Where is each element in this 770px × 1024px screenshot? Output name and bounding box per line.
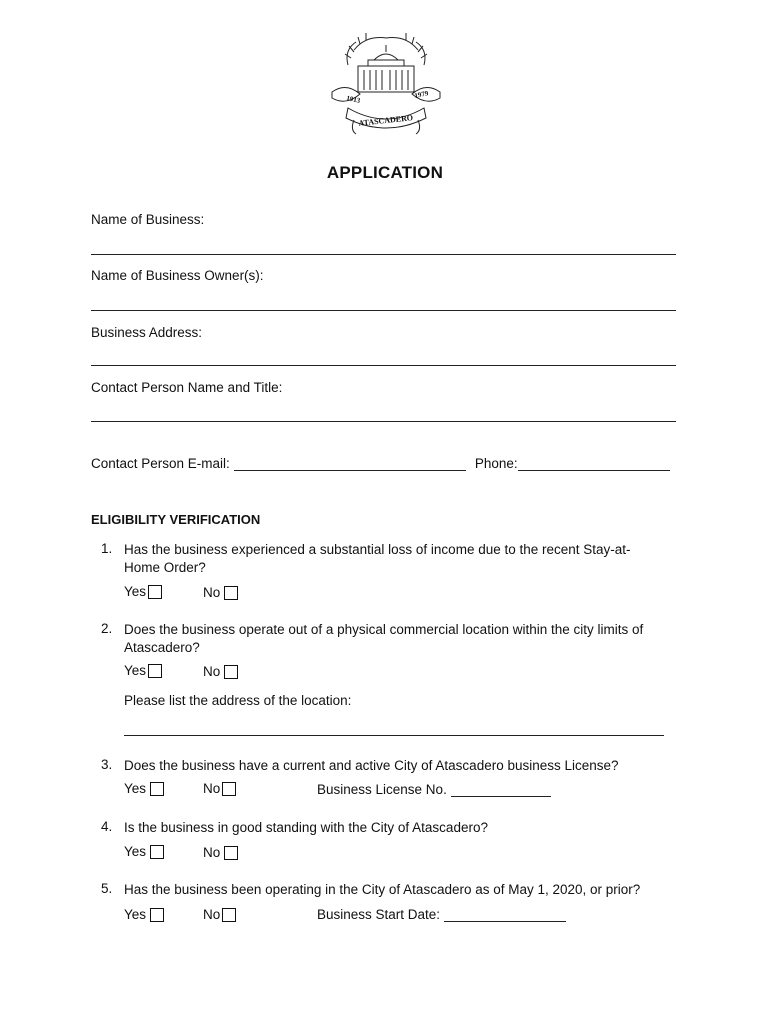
yes-label: Yes	[124, 584, 147, 599]
svg-text:1979: 1979	[413, 89, 430, 100]
q1-no-option	[203, 585, 238, 600]
owner-name-line[interactable]	[91, 310, 676, 311]
owner-name-label: Name of Business Owner(s):	[91, 268, 264, 283]
q2-no-checkbox[interactable]	[224, 665, 238, 679]
eligibility-heading: ELIGIBILITY VERIFICATION	[91, 512, 261, 527]
question-number: 5.	[101, 881, 113, 896]
question-text: Is the business in good standing with the City of Atascadero?	[124, 820, 488, 835]
start-date-field[interactable]	[444, 908, 566, 922]
svg-text:1913: 1913	[345, 94, 361, 105]
contact-person-label: Contact Person Name and Title:	[91, 380, 283, 395]
question-text: Has the business experienced a substantial loss of income due to the recent Stay-at-Home Order?	[124, 542, 631, 575]
no-label: No	[203, 664, 221, 679]
location-address-line[interactable]	[124, 735, 664, 736]
q1-yes-checkbox[interactable]	[148, 585, 162, 599]
q3-yes-checkbox[interactable]	[150, 782, 164, 796]
contact-person-line[interactable]	[91, 421, 676, 422]
q4-yes-option	[124, 844, 164, 859]
q5-no-option	[203, 907, 236, 922]
yes-label: Yes	[124, 907, 147, 922]
question-number: 1.	[101, 541, 113, 556]
no-label: No	[203, 585, 221, 600]
email-label: Contact Person E-mail:	[91, 456, 230, 471]
question-text: Does the business operate out of a physical commercial location within the city limits of Atascadero?	[124, 622, 644, 655]
start-date-row	[317, 907, 566, 922]
phone-label: Phone:	[474, 456, 518, 471]
phone-field[interactable]	[518, 457, 670, 471]
email-field[interactable]	[234, 457, 466, 471]
no-label: No	[203, 781, 221, 796]
q1-no-checkbox[interactable]	[224, 586, 238, 600]
q3-no-option	[203, 781, 236, 796]
q4-no-checkbox[interactable]	[224, 846, 238, 860]
email-phone-row	[91, 456, 670, 471]
svg-text:ATASCADERO: ATASCADERO	[358, 113, 414, 128]
q1-yes-option	[124, 584, 162, 599]
question-number: 2.	[101, 621, 113, 636]
business-name-line[interactable]	[91, 254, 676, 255]
question-number: 4.	[101, 819, 113, 834]
yes-label: Yes	[124, 844, 147, 859]
q5-yes-option	[124, 907, 164, 922]
q5-yes-checkbox[interactable]	[150, 908, 164, 922]
q2-no-option	[203, 664, 238, 679]
license-number-field[interactable]	[451, 783, 551, 797]
no-label: No	[203, 907, 221, 922]
business-name-label: Name of Business:	[91, 212, 205, 227]
business-address-line[interactable]	[91, 365, 676, 366]
no-label: No	[203, 845, 221, 860]
q4-yes-checkbox[interactable]	[150, 845, 164, 859]
question-text: Does the business have a current and active City of Atascadero business License?	[124, 758, 619, 773]
question-text: Has the business been operating in the City of Atascadero as of May 1, 2020, or prior?	[124, 882, 641, 897]
question-number: 3.	[101, 757, 113, 772]
location-address-label: Please list the address of the location:	[124, 693, 352, 708]
business-address-label: Business Address:	[91, 325, 203, 340]
start-date-label: Business Start Date:	[317, 907, 441, 922]
yes-label: Yes	[124, 781, 147, 796]
city-seal-logo	[326, 30, 446, 140]
q3-no-checkbox[interactable]	[222, 782, 236, 796]
q2-yes-option	[124, 663, 162, 678]
q2-yes-checkbox[interactable]	[148, 664, 162, 678]
q5-no-checkbox[interactable]	[222, 908, 236, 922]
yes-label: Yes	[124, 663, 147, 678]
q4-no-option	[203, 845, 238, 860]
license-number-row	[317, 782, 551, 797]
q3-yes-option	[124, 781, 164, 796]
page-title: APPLICATION	[326, 163, 444, 182]
license-number-label: Business License No.	[317, 782, 447, 797]
